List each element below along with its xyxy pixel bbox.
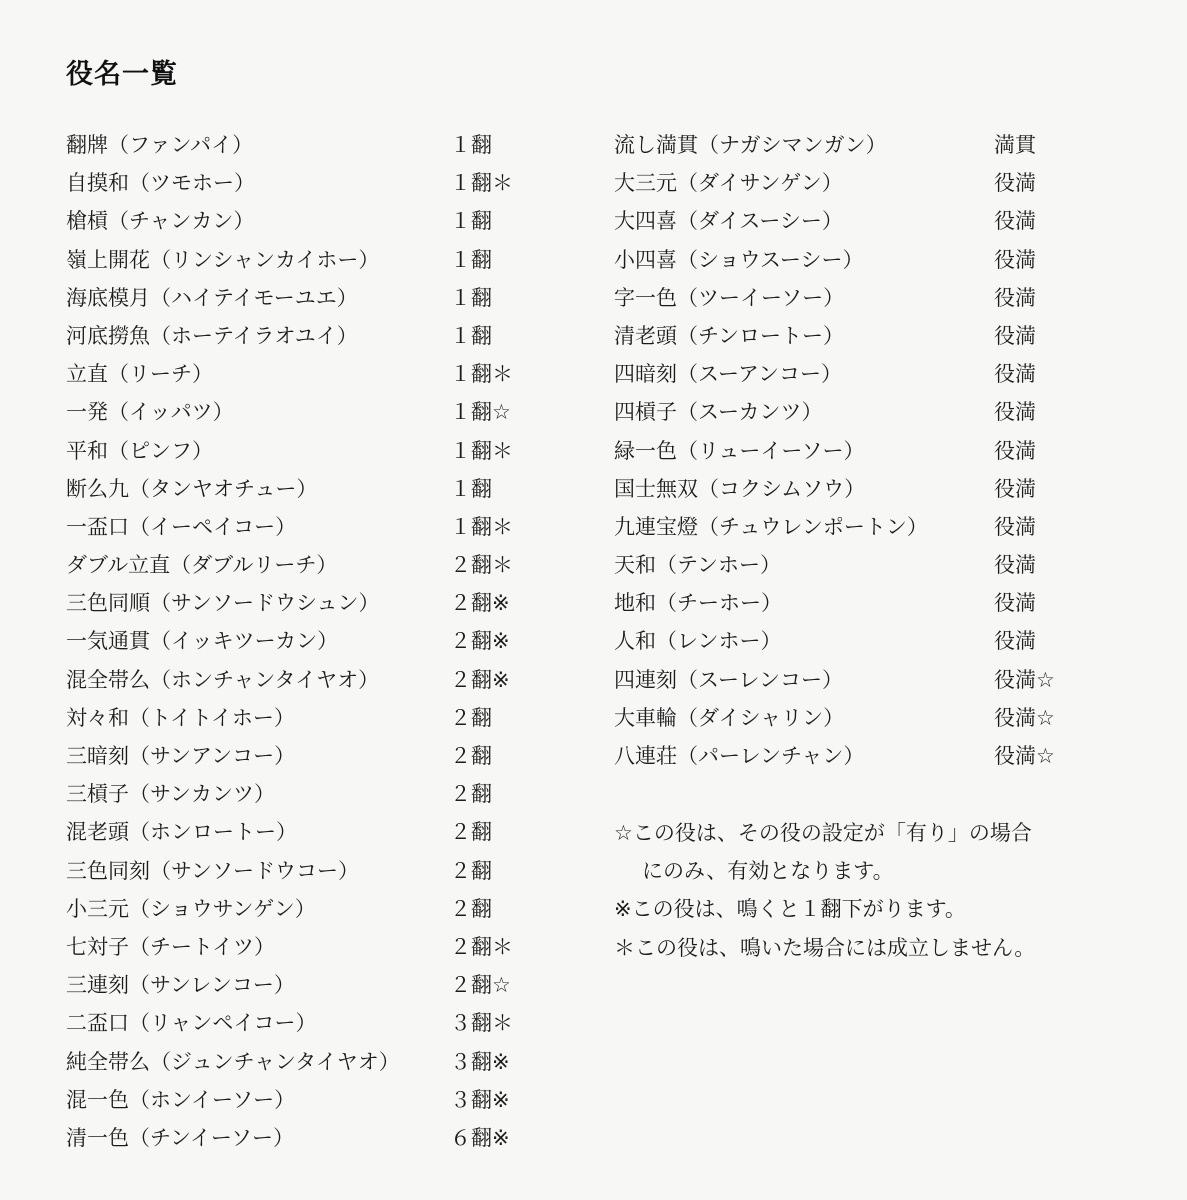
yaku-name: 大三元（ダイサンゲン）	[614, 171, 843, 196]
yaku-row	[66, 1004, 536, 1042]
yaku-han: 役満	[994, 476, 1036, 501]
yaku-name: 三連刻（サンレンコー）	[66, 973, 295, 998]
yaku-row	[66, 202, 536, 240]
yaku-han: 役満	[994, 209, 1036, 234]
yaku-han: ２翻※	[450, 629, 510, 654]
yaku-name: 三槓子（サンカンツ）	[66, 782, 275, 807]
yaku-row	[614, 279, 1084, 317]
yaku-name: 自摸和（ツモホー）	[66, 171, 255, 196]
yaku-han: 役満☆	[994, 705, 1055, 730]
yaku-han: ２翻	[450, 858, 492, 883]
yaku-row	[614, 508, 1084, 546]
yaku-name: 三暗刻（サンアンコー）	[66, 744, 296, 768]
yaku-row	[66, 890, 536, 928]
yaku-name: 一気通貫（イッキツーカン）	[66, 629, 339, 654]
yaku-row	[66, 470, 536, 508]
yaku-han: １翻	[450, 323, 492, 348]
yaku-han: ２翻＊	[450, 553, 513, 578]
yaku-name: 対々和（トイトイホー）	[66, 705, 295, 730]
yaku-name: 小四喜（ショウスーシー）	[614, 247, 864, 272]
yaku-row	[66, 317, 536, 355]
yaku-row	[66, 1043, 536, 1081]
yaku-row	[614, 661, 1084, 699]
yaku-row	[66, 852, 536, 890]
yaku-han: ２翻※	[450, 667, 510, 692]
yaku-han: １翻	[450, 285, 492, 310]
yaku-row	[614, 737, 1084, 775]
yaku-row	[66, 584, 536, 622]
yaku-name: ダブル立直（ダブルリーチ）	[66, 553, 338, 578]
yaku-row	[614, 355, 1084, 393]
yaku-han: ３翻※	[450, 1049, 510, 1074]
yaku-han: 役満	[994, 514, 1036, 539]
yaku-row	[66, 966, 536, 1004]
yaku-han: ２翻	[450, 744, 492, 768]
yaku-han: 役満	[994, 629, 1036, 654]
yaku-han: ２翻	[450, 820, 492, 845]
yaku-name: 二盃口（リャンペイコー）	[66, 1011, 317, 1036]
yaku-han: 役満	[994, 171, 1036, 196]
yaku-han: ２翻	[450, 705, 492, 730]
yaku-row	[66, 432, 536, 470]
yaku-han: １翻	[450, 133, 492, 157]
yaku-name: 緑一色（リューイーソー）	[614, 438, 865, 463]
yaku-han: １翻	[450, 209, 492, 234]
yaku-row	[66, 622, 536, 660]
notes-section	[614, 814, 1134, 967]
yaku-han: 役満	[994, 323, 1036, 348]
yaku-name: 天和（テンホー）	[614, 553, 781, 578]
yaku-row	[614, 584, 1084, 622]
yaku-row	[614, 393, 1084, 431]
yaku-row	[66, 1081, 536, 1119]
yaku-row	[614, 470, 1084, 508]
yaku-name: 四槓子（スーカンツ）	[614, 400, 823, 425]
yaku-name: 字一色（ツーイーソー）	[614, 285, 845, 310]
yaku-name: 大車輪（ダイシャリン）	[614, 705, 845, 730]
yaku-name: 混一色（ホンイーソー）	[66, 1087, 296, 1112]
yaku-name: 七対子（チートイツ）	[66, 934, 275, 959]
yaku-han: 役満	[994, 438, 1036, 463]
yaku-row	[66, 126, 536, 164]
yaku-han: １翻＊	[450, 514, 513, 539]
yaku-han: 役満	[994, 362, 1036, 387]
yaku-han: １翻＊	[450, 362, 513, 387]
note-kome: ※この役は、鳴くと１翻下がります。	[614, 897, 966, 922]
yaku-name: 国士無双（コクシムソウ）	[614, 476, 866, 501]
yaku-row	[614, 622, 1084, 660]
yaku-list-right-column	[614, 126, 1084, 775]
yaku-row	[66, 279, 536, 317]
note-star-continued: にのみ、有効となります。	[642, 859, 894, 884]
yaku-han: 役満☆	[994, 744, 1055, 768]
yaku-name: 立直（リーチ）	[66, 362, 213, 387]
yaku-han: ３翻※	[450, 1087, 510, 1112]
yaku-han: 役満	[994, 400, 1036, 425]
yaku-han: 役満	[994, 591, 1036, 616]
yaku-name: 三色同順（サンソードウシュン）	[66, 591, 380, 616]
yaku-han: 役満☆	[994, 667, 1055, 692]
yaku-row	[614, 126, 1084, 164]
yaku-row	[66, 355, 536, 393]
yaku-name: 一盃口（イーペイコー）	[66, 514, 297, 539]
yaku-row	[66, 699, 536, 737]
yaku-row	[66, 1119, 536, 1157]
yaku-row	[66, 508, 536, 546]
yaku-name: 一発（イッパツ）	[66, 400, 234, 425]
yaku-name: 流し満貫（ナガシマンガン）	[614, 133, 887, 157]
yaku-row	[614, 546, 1084, 584]
yaku-name: 断么九（タンヤオチュー）	[66, 476, 318, 501]
yaku-name: 三色同刻（サンソードウコー）	[66, 858, 359, 883]
yaku-row	[66, 928, 536, 966]
yaku-han: １翻	[450, 247, 492, 272]
yaku-list-left-column	[66, 126, 536, 1157]
yaku-name: 混老頭（ホンロートー）	[66, 820, 297, 845]
yaku-name: 海底模月（ハイテイモーユエ）	[66, 285, 358, 310]
yaku-han: ２翻※	[450, 591, 510, 616]
yaku-row	[66, 661, 536, 699]
yaku-name: 小三元（ショウサンゲン）	[66, 896, 316, 921]
yaku-han: １翻＊	[450, 438, 513, 463]
yaku-han: ２翻	[450, 896, 492, 921]
yaku-name: 四連刻（スーレンコー）	[614, 667, 844, 692]
yaku-name: 九連宝燈（チュウレンポートン）	[614, 514, 928, 539]
yaku-row	[66, 164, 536, 202]
yaku-name: 平和（ピンフ）	[66, 438, 213, 463]
yaku-row	[614, 317, 1084, 355]
yaku-row	[66, 737, 536, 775]
yaku-han: 役満	[994, 247, 1036, 272]
yaku-row	[614, 202, 1084, 240]
yaku-row	[66, 241, 536, 279]
yaku-name: 四暗刻（スーアンコー）	[614, 362, 843, 387]
yaku-row	[66, 775, 536, 813]
yaku-name: 清老頭（チンロートー）	[614, 323, 844, 348]
page-title: 役名一覧	[66, 59, 178, 90]
yaku-row	[614, 164, 1084, 202]
yaku-han: 満貫	[994, 133, 1036, 157]
yaku-name: 清一色（チンイーソー）	[66, 1125, 295, 1150]
yaku-row	[66, 393, 536, 431]
yaku-han: ２翻＊	[450, 934, 513, 959]
yaku-han: 役満	[994, 553, 1036, 578]
yaku-han: ２翻☆	[450, 973, 511, 998]
yaku-name: 嶺上開花（リンシャンカイホー）	[66, 247, 380, 272]
yaku-name: 純全帯么（ジュンチャンタイヤオ）	[66, 1049, 400, 1074]
yaku-row	[66, 813, 536, 851]
yaku-han: １翻＊	[450, 171, 513, 196]
yaku-row	[614, 432, 1084, 470]
yaku-name: 地和（チーホー）	[614, 591, 782, 616]
yaku-name: 河底撈魚（ホーテイラオユイ）	[66, 323, 358, 348]
yaku-han: ６翻※	[450, 1125, 510, 1150]
yaku-row	[66, 546, 536, 584]
yaku-han: 役満	[994, 285, 1036, 310]
yaku-row	[614, 241, 1084, 279]
yaku-name: 混全帯么（ホンチャンタイヤオ）	[66, 667, 380, 692]
yaku-han: １翻☆	[450, 400, 511, 425]
yaku-name: 人和（レンホー）	[614, 629, 782, 654]
yaku-han: ２翻	[450, 782, 492, 807]
yaku-name: 翻牌（ファンパイ）	[66, 133, 254, 157]
yaku-name: 槍槓（チャンカン）	[66, 209, 255, 234]
yaku-han: １翻	[450, 476, 492, 501]
yaku-han: ３翻＊	[450, 1011, 513, 1036]
yaku-name: 八連荘（パーレンチャン）	[614, 744, 865, 768]
yaku-name: 大四喜（ダイスーシー）	[614, 209, 843, 234]
note-asterisk: ＊この役は、鳴いた場合には成立しません。	[614, 935, 1036, 960]
yaku-row	[614, 699, 1084, 737]
note-star: ☆この役は、その役の設定が「有り」の場合	[614, 821, 1032, 845]
